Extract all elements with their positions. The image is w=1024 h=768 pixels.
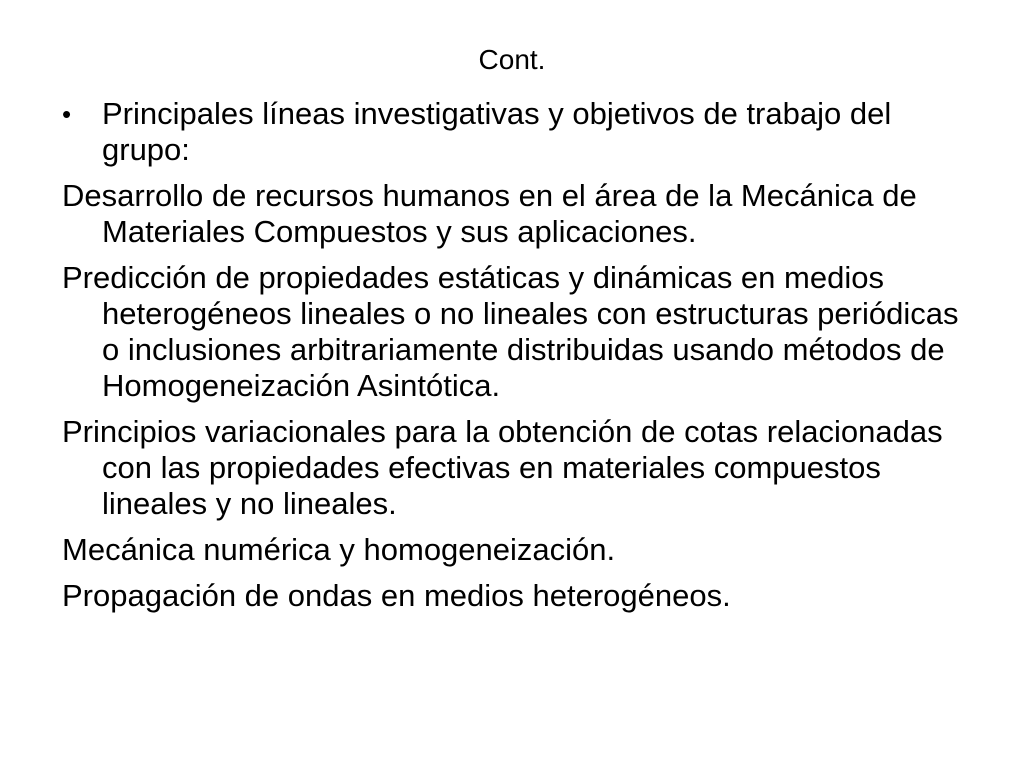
bullet-icon: • (62, 99, 72, 129)
bullet-text: Principales líneas investigativas y objetivos de trabajo del grupo: (102, 96, 892, 167)
slide-title: Cont. (478, 44, 546, 75)
bullet-item (62, 96, 962, 168)
paragraph-desarrollo: Desarrollo de recursos humanos en el área de la Mecánica de Materiales Compuestos y sus aplicaciones. (62, 178, 917, 249)
paragraph-propagacion: Propagación de ondas en medios heterogéneos. (62, 578, 731, 613)
slide-body (62, 96, 962, 624)
paragraph-prediccion: Predicción de propiedades estáticas y dinámicas en medios heterogéneos lineales o no lineales con estructuras periódicas o inclusiones arbitrariamente distribuidas usando métodos de Homogeneización Asintótica. (62, 260, 959, 403)
paragraph-principios: Principios variacionales para la obtención de cotas relacionadas con las propiedades efectivas en materiales compuestos lineales y no lineales. (62, 414, 943, 521)
paragraph-mecanica: Mecánica numérica y homogeneización. (62, 532, 616, 567)
